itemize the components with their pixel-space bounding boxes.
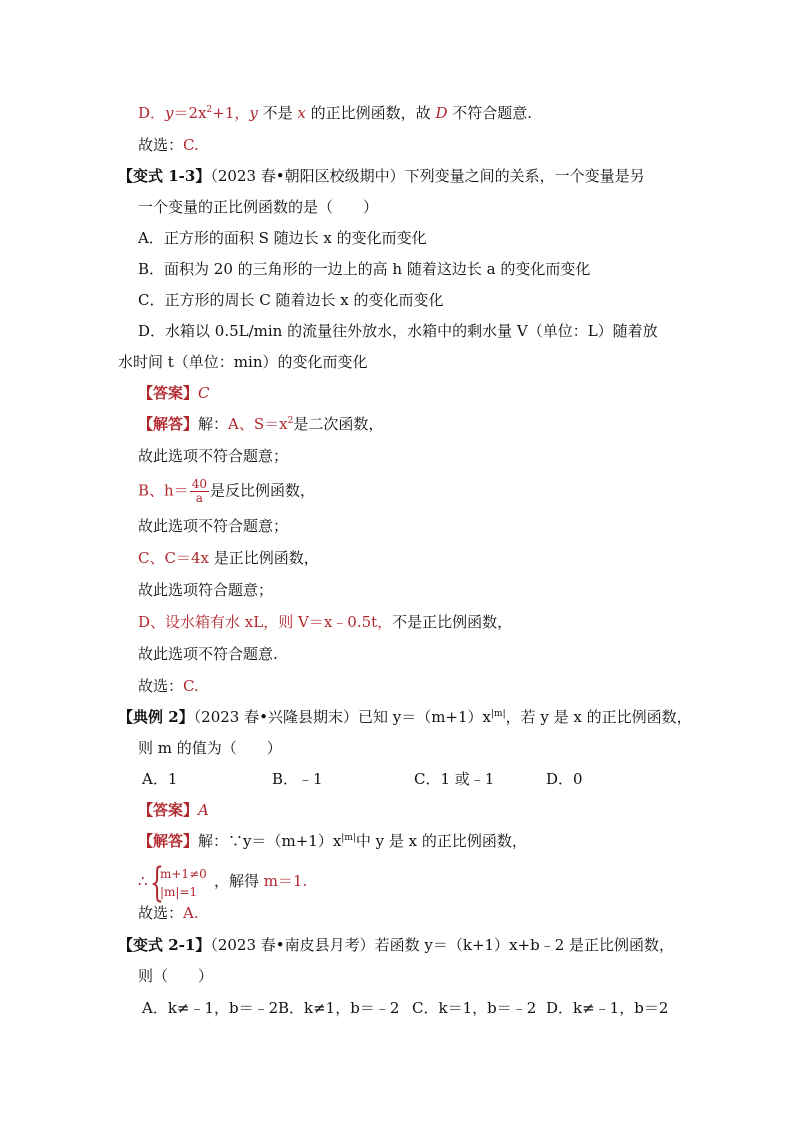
- example2-option-d: D．0: [546, 770, 583, 788]
- variant13-final-answer: 故选：C.: [138, 677, 199, 695]
- example2-system: ∴ { m+1≠0 |m|=1 ，解得 m＝1.: [138, 860, 308, 906]
- variant13-title-cont: 一个变量的正比例函数的是（ ）: [138, 198, 379, 216]
- variant13-analysis-c: C、C＝4x 是正比例函数，: [138, 549, 319, 567]
- variant13-conclusion-d: 故此选项不符合题意.: [138, 645, 278, 663]
- example2-option-a: A．1: [142, 770, 178, 788]
- variant13-option-b: B．面积为 20 的三角形的一边上的高 h 随着这边长 a 的变化而变化: [138, 260, 591, 278]
- variant21-option-d: D．k≠﹣1，b＝2: [546, 999, 669, 1017]
- option-d-explanation: D．$y=2x^2+1$，y 不是 x 的正比例函数，故 D 不符合题意.: [138, 104, 533, 122]
- example2-title-cont: 则 m 的值为（ ）: [138, 739, 282, 757]
- fraction: $\frac{40}{a}$: [191, 477, 207, 505]
- variant13-option-a: A．正方形的面积 S 随边长 x 的变化而变化: [138, 229, 427, 247]
- variant21-option-c: C．k＝1，b＝﹣2: [412, 999, 537, 1017]
- variant13-conclusion-a: 故此选项不符合题意；: [138, 447, 289, 465]
- variant21-option-b: B．k≠1，b＝﹣2: [278, 999, 400, 1017]
- example2-final-answer: 故选：A.: [138, 904, 199, 922]
- example2-title: 【典例 2】（2023 春•兴隆县期末）已知 $y=(m+1)x^{|m|}$，若 y 是 x 的正比例函数，: [118, 708, 692, 726]
- example2-analysis: 【解答】解：$\because y=(m+1)x^{|m|}$中 y 是 x 的正比例函数，: [138, 832, 527, 850]
- variant13-answer: 【答案】C: [138, 384, 210, 402]
- example2-option-c: C．1 或﹣1: [414, 770, 495, 788]
- brace-icon: {: [150, 860, 164, 906]
- intro-answer: 故选：C.: [138, 136, 199, 154]
- example2-option-b: B．﹣1: [272, 770, 323, 788]
- variant13-option-c: C．正方形的周长 C 随着边长 x 的变化而变化: [138, 291, 444, 309]
- variant13-option-d-line1: D．水箱以 0.5L/min 的流量往外放水，水箱中的剩水量 V（单位：L）随着放: [138, 322, 658, 340]
- example2-answer: 【答案】A: [138, 801, 209, 819]
- variant13-conclusion-b: 故此选项不符合题意；: [138, 517, 289, 535]
- variant13-option-d-line2: 水时间 t（单位：min）的变化而变化: [118, 353, 368, 371]
- variant13-analysis-a: 【解答】解：A、$S=x^2$是二次函数，: [138, 415, 384, 433]
- variant13-title: 【变式 1-3】（2023 春•朝阳区校级期中）下列变量之间的关系，一个变量是另: [118, 167, 645, 185]
- variant21-title-cont: 则（ ）: [138, 967, 214, 985]
- variant13-analysis-b: B、h＝ $\frac{40}{a}$ 是反比例函数，: [138, 477, 315, 505]
- variant21-title: 【变式 2-1】（2023 春•南皮县月考）若函数 y＝（k+1）x+b﹣2 是正比例函数，: [118, 936, 675, 954]
- variant13-analysis-d: D、设水箱有水 xL，则 V＝x﹣0.5t，不是正比例函数，: [138, 613, 513, 631]
- variant21-option-a: A．k≠﹣1，b＝﹣2: [142, 999, 279, 1017]
- variant13-conclusion-c: 故此选项符合题意；: [138, 581, 274, 599]
